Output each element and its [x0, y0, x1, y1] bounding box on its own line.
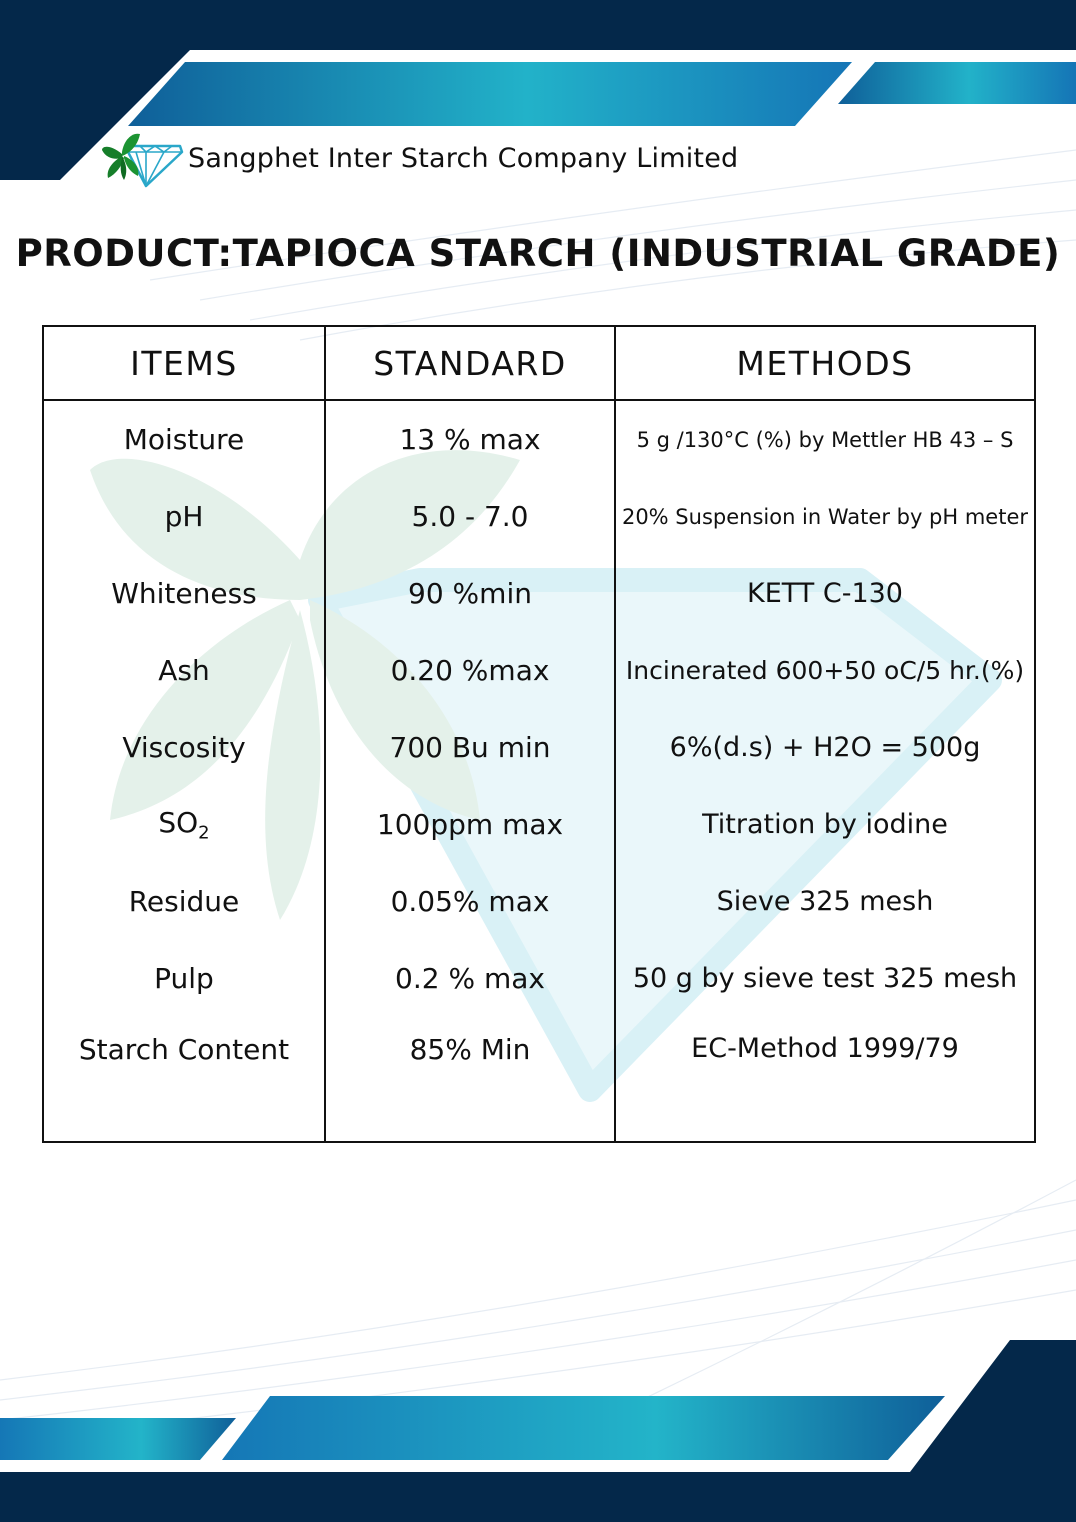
item-cell	[43, 786, 325, 863]
company-header	[100, 128, 738, 188]
bottom-gradient-stripe	[222, 1396, 945, 1460]
table-row	[43, 786, 1035, 863]
column-header-methods: METHODS	[615, 326, 1035, 400]
product-title: PRODUCT:TAPIOCA STARCH (INDUSTRIAL GRADE)	[15, 232, 1061, 275]
table-row	[43, 940, 1035, 1017]
top-gradient-stripe-right	[838, 62, 1076, 104]
table-row	[43, 863, 1035, 940]
method-cell: Sieve 325 mesh	[615, 863, 1035, 940]
column-header-standard: STANDARD	[325, 326, 615, 400]
standard-cell: 90 %min	[325, 555, 615, 632]
item-cell: Moisture	[43, 400, 325, 478]
item-cell: pH	[43, 478, 325, 555]
table-row	[43, 478, 1035, 555]
company-name: Sangphet Inter Starch Company Limited	[188, 142, 739, 174]
table-row	[43, 555, 1035, 632]
table-row	[43, 709, 1035, 786]
method-cell: 6%(d.s) + H2O = 500g	[615, 709, 1035, 786]
item-subscript: 2	[198, 822, 210, 844]
standard-cell: 85% Min	[325, 1017, 615, 1142]
standard-cell: 0.2 % max	[325, 940, 615, 1017]
item-cell: Starch Content	[43, 1017, 325, 1142]
table-row	[43, 400, 1035, 478]
item-cell: Pulp	[43, 940, 325, 1017]
method-cell: Incinerated 600+50 oC/5 hr.(%)	[615, 632, 1035, 709]
standard-cell: 13 % max	[325, 400, 615, 478]
item-cell: Ash	[43, 632, 325, 709]
company-logo-icon	[100, 128, 184, 188]
standard-cell: 100ppm max	[325, 786, 615, 863]
item-cell: Whiteness	[43, 555, 325, 632]
column-header-items: ITEMS	[43, 326, 325, 400]
top-gradient-stripe	[128, 62, 852, 126]
standard-cell: 700 Bu min	[325, 709, 615, 786]
standard-cell: 0.20 %max	[325, 632, 615, 709]
method-cell: 50 g by sieve test 325 mesh	[615, 940, 1035, 1017]
method-cell: KETT C-130	[615, 555, 1035, 632]
table-row	[43, 1017, 1035, 1142]
item-cell: Viscosity	[43, 709, 325, 786]
bottom-gradient-stripe-left	[0, 1418, 236, 1460]
table-row	[43, 632, 1035, 709]
table-header-row	[43, 326, 1035, 400]
standard-cell: 5.0 - 7.0	[325, 478, 615, 555]
method-cell: EC-Method 1999/79	[615, 1017, 1035, 1142]
specification-table	[42, 325, 1036, 1143]
item-cell: Residue	[43, 863, 325, 940]
method-cell: 5 g /130°C (%) by Mettler HB 43 – S	[615, 400, 1035, 478]
method-cell: Titration by iodine	[615, 786, 1035, 863]
standard-cell: 0.05% max	[325, 863, 615, 940]
method-cell: 20% Suspension in Water by pH meter	[615, 478, 1035, 555]
item-text: SO	[158, 805, 199, 839]
